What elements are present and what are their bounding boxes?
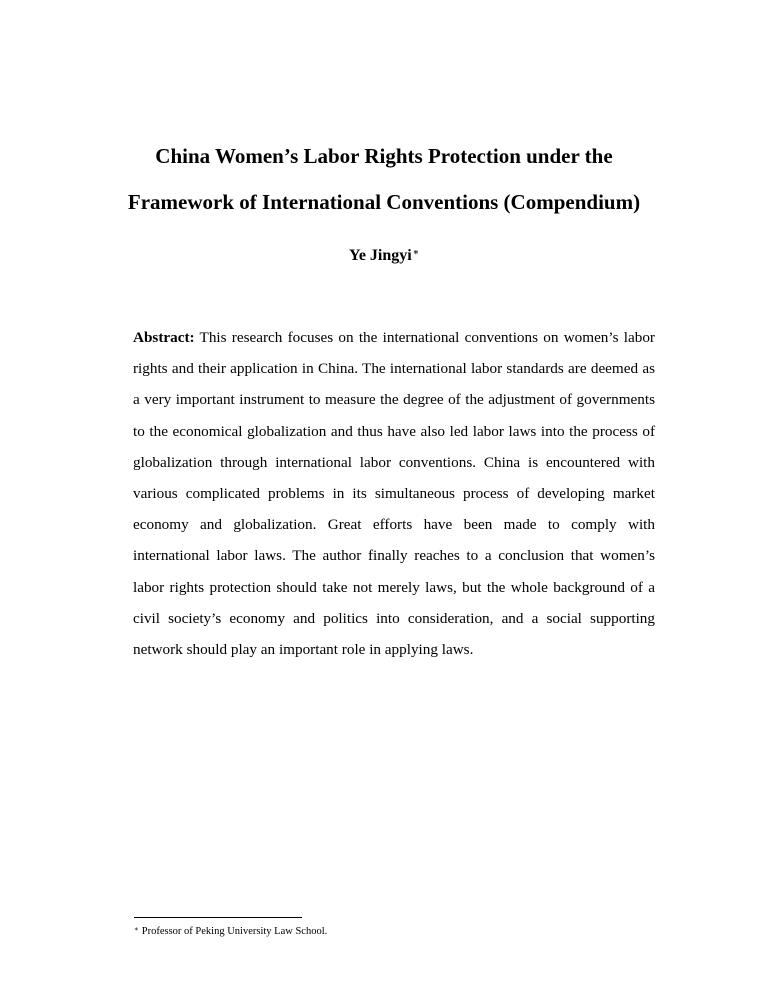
author-byline bbox=[0, 245, 768, 267]
abstract-text: This research focuses on the international conventions on women’s labor rights and their application in China. The international labor standards are deemed as a very important instrument to measure the degree of the adjustment of governments to the economical globalization and thus have also led labor laws into the process of globalization through international labor conventions. China is encountered with various complicated problems in its simultaneous process of developing market economy and globalization. Great efforts have been made to comply with international labor laws. The author finally reaches to a conclusion that women’s labor rights protection should take not merely laws, but the whole background of a civil society’s economy and politics into consideration, and a social supporting network should play an important role in applying laws. bbox=[133, 329, 655, 659]
footnote-mark: ∗ bbox=[134, 925, 139, 933]
footnote bbox=[134, 925, 327, 939]
author-footnote-mark: ∗ bbox=[412, 247, 419, 257]
document-title-line-2: Framework of International Conventions (Compendium) bbox=[127, 190, 641, 214]
document-title-line-1: China Women’s Labor Rights Protection under the bbox=[155, 144, 613, 168]
author-name: Ye Jingyi bbox=[349, 247, 412, 264]
abstract-paragraph bbox=[133, 322, 655, 665]
footnote-text: Professor of Peking University Law School. bbox=[141, 926, 328, 937]
footnote-divider bbox=[134, 917, 302, 918]
abstract-label: Abstract: bbox=[133, 329, 195, 346]
